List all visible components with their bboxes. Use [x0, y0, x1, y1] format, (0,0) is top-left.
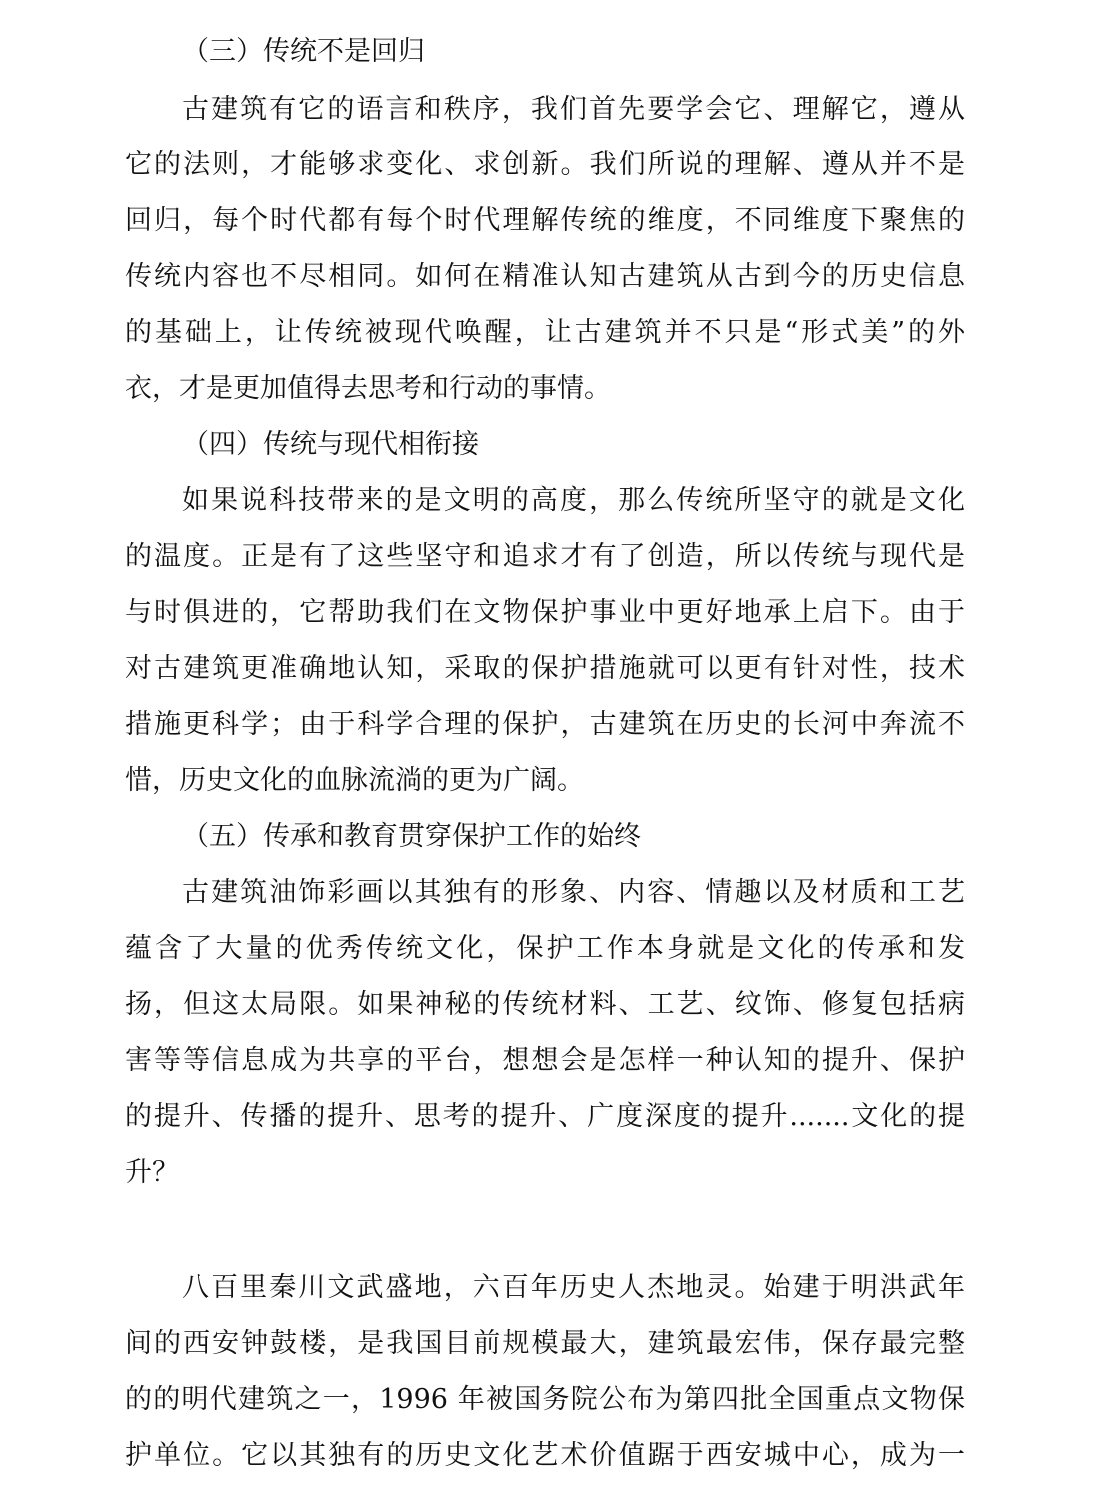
section-heading-5: （五）传承和教育贯穿保护工作的始终: [182, 821, 641, 852]
paragraph-line: 升？: [125, 1157, 179, 1188]
paragraph-line: 回归，每个时代都有每个时代理解传统的维度，不同维度下聚焦的: [125, 205, 965, 236]
paragraph-line: 与时俱进的，它帮助我们在文物保护事业中更好地承上启下。由于: [125, 597, 965, 628]
paragraph-line: 措施更科学；由于科学合理的保护，古建筑在历史的长河中奔流不: [125, 709, 965, 740]
section-heading-4: （四）传统与现代相衔接: [182, 429, 479, 460]
paragraph-line: 蕴含了大量的优秀传统文化，保护工作本身就是文化的传承和发: [125, 933, 965, 964]
paragraph-line: 对古建筑更准确地认知，采取的保护措施就可以更有针对性，技术: [125, 653, 965, 684]
paragraph-line: 的温度。正是有了这些坚守和追求才有了创造，所以传统与现代是: [125, 541, 965, 572]
paragraph-line: 传统内容也不尽相同。如何在精准认知古建筑从古到今的历史信息: [125, 261, 965, 292]
paragraph-line: 八百里秦川文武盛地，六百年历史人杰地灵。始建于明洪武年: [182, 1272, 965, 1303]
paragraph-line: 惜，历史文化的血脉流淌的更为广阔。: [125, 765, 584, 796]
paragraph-line: 它的法则，才能够求变化、求创新。我们所说的理解、遵从并不是: [125, 149, 965, 180]
paragraph-line: 的提升、传播的提升、思考的提升、广度深度的提升.......文化的提: [125, 1101, 965, 1132]
paragraph-line: 害等等信息成为共享的平台，想想会是怎样一种认知的提升、保护: [125, 1045, 965, 1076]
paragraph-line: 护单位。它以其独有的历史文化艺术价值踞于西安城中心，成为一: [125, 1440, 965, 1471]
paragraph-line: 间的西安钟鼓楼，是我国目前规模最大，建筑最宏伟，保存最完整: [125, 1328, 965, 1359]
paragraph-line: 扬，但这太局限。如果神秘的传统材料、工艺、纹饰、修复包括病: [125, 989, 965, 1020]
paragraph-line: 如果说科技带来的是文明的高度，那么传统所坚守的就是文化: [182, 485, 965, 516]
paragraph-line: 的的明代建筑之一，1996 年被国务院公布为第四批全国重点文物保: [125, 1384, 965, 1415]
paragraph-line: 古建筑油饰彩画以其独有的形象、内容、情趣以及材质和工艺: [182, 877, 965, 908]
section-heading-3: （三）传统不是回归: [182, 36, 425, 67]
paragraph-line: 衣，才是更加值得去思考和行动的事情。: [125, 373, 611, 404]
paragraph-line: 古建筑有它的语言和秩序，我们首先要学会它、理解它，遵从: [182, 94, 965, 125]
paragraph-line: 的基础上，让传统被现代唤醒，让古建筑并不只是“形式美”的外: [125, 317, 965, 348]
